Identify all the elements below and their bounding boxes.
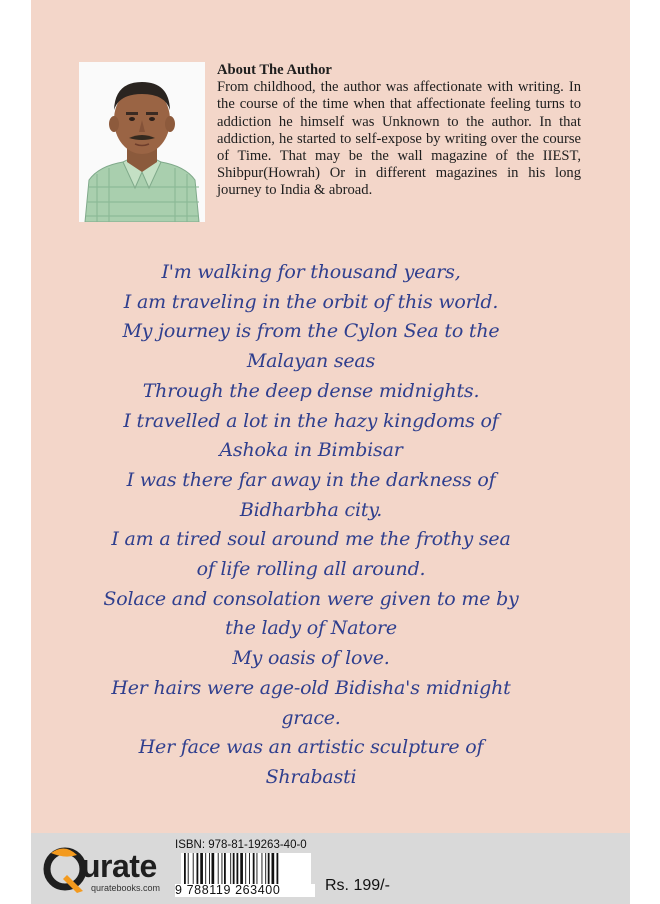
barcode-bar — [218, 853, 219, 887]
barcode-bar — [224, 853, 226, 887]
barcode-bar — [245, 853, 246, 887]
barcode-bar — [240, 853, 243, 887]
barcode-bar — [237, 853, 239, 887]
barcode-bar — [212, 853, 215, 887]
poem-line: I'm walking for thousand years, — [161, 261, 461, 283]
barcode-bar — [268, 853, 270, 887]
barcode-bar — [197, 853, 199, 887]
poem-line: I was there far away in the darkness of — [126, 468, 496, 491]
barcode-bar — [277, 853, 279, 887]
price: Rs. 199/- — [325, 877, 390, 894]
poem-line: Ashoka in Bimbisar — [219, 439, 403, 462]
poem-line: I am a tired soul around me the frothy sea — [111, 528, 511, 551]
barcode-bar — [249, 853, 250, 887]
barcode-bar — [253, 853, 255, 887]
barcode-block — [175, 839, 315, 899]
poem-line: I travelled a lot in the hazy kingdoms of — [123, 409, 499, 432]
isbn: ISBN: 978-81-19263-40-0 — [175, 839, 307, 851]
barcode-bar — [222, 853, 223, 887]
about-body: From childhood, the author was affectionate with writing. In the course of the time when that affectionate feeling turns to addiction he himself was Unknown to the author. In that addiction, he started to self-expose by writing over the course of Time. That may be the wall magazine of the IIEST, Shibpur(Howrah) Or in different magazines in his long journey to India & abroad. — [217, 79, 581, 199]
logo-wordmark: urate — [81, 848, 157, 884]
barcode-number: 9 788119 263400 — [175, 884, 315, 897]
poem-line: Solace and consolation were given to me by — [103, 587, 519, 610]
author-photo — [79, 62, 205, 222]
logo-url: quratebooks.com — [91, 883, 161, 893]
back-cover — [31, 0, 630, 904]
barcode — [181, 853, 311, 887]
barcode-bar — [230, 853, 231, 887]
poem-line: Through the deep dense midnights. — [142, 379, 480, 402]
publisher-logo — [43, 845, 173, 897]
poem-line: Her face was an artistic sculpture of — [138, 736, 484, 759]
barcode-bar — [209, 853, 210, 887]
poem-line: the lady of Natore — [225, 617, 397, 640]
about-heading: About The Author — [217, 62, 332, 78]
poem-line: Bidharbha city. — [239, 498, 383, 521]
poem-line: Her hairs were age-old Bidisha's midnight — [111, 676, 511, 699]
barcode-bar — [205, 853, 206, 887]
barcode-bar — [272, 853, 275, 887]
poem-line: grace. — [281, 706, 341, 729]
about-author — [217, 62, 581, 200]
poem-line: Malayan seas — [246, 350, 376, 373]
poem-line: of life rolling all around. — [196, 558, 426, 581]
barcode-bar — [193, 853, 194, 887]
barcode-bar — [188, 853, 189, 887]
barcode-bar — [257, 853, 258, 887]
poem-line: I am traveling in the orbit of this world. — [123, 290, 499, 313]
barcode-bar — [262, 853, 263, 887]
poem — [71, 258, 551, 793]
footer-band — [31, 833, 630, 904]
poem-line: My journey is from the Cylon Sea to the — [122, 320, 500, 343]
poem-line: Shrabasti — [265, 765, 357, 788]
barcode-bar — [265, 853, 266, 887]
barcode-bar — [233, 853, 235, 887]
barcode-bar — [184, 853, 186, 887]
poem-line: My oasis of love. — [232, 647, 390, 670]
barcode-bar — [200, 853, 203, 887]
